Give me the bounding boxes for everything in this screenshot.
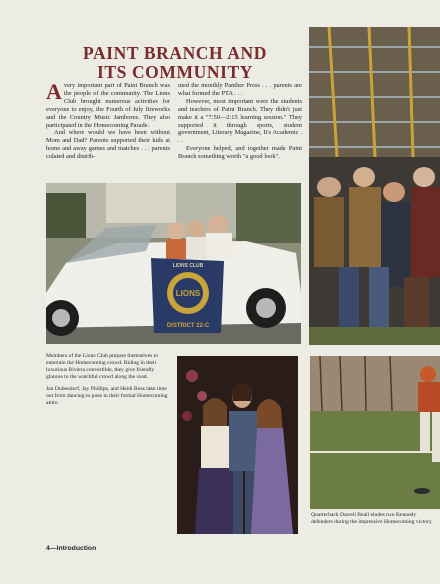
body-paragraph-3: uted the monthly Panther Press . . . parents are what formed the PTA . . . xyxy=(178,82,302,97)
body-column-right xyxy=(178,82,302,161)
banner-district-text: DISTRICT 22-C xyxy=(166,323,210,329)
banner-top-text: LIONS CLUB xyxy=(172,263,204,269)
page-headline xyxy=(46,44,304,82)
caption-dance-couples: Jan Dubendorf, Jay Phillips, and Heidi Boss take time out from dancing to pose in their formal Homecoming attire. xyxy=(46,386,168,406)
headline-line-2: ITS COMMUNITY xyxy=(96,62,254,82)
banner-lions-text: LIONS xyxy=(175,289,201,298)
body-paragraph-5: Everyone helped, and together made Paint Branch something worth "a good look". xyxy=(178,145,302,161)
body-column-left xyxy=(46,79,170,161)
body-paragraph-2: And where would we have been without Mom and Dad? Parents supported their kids at home and away games and matches . . . parents colated and distrib- xyxy=(46,129,170,161)
photo-bleachers-crowd xyxy=(309,27,440,345)
page-folio: 4—Introduction xyxy=(46,545,97,552)
body-paragraph-4: However, most important were the students and teachers of Paint Branch. They didn't just make it a "7:50—2:15 learning session." They supported it through sports, student government, Literary Magazine, It's Academic . . . xyxy=(178,97,302,145)
body-paragraph-1-text: very important part of Paint Branch was the people of the community. The Lions Club brought numerous activities for everyone to enjoy, the Fourth of July fireworks and the Country Music Jamboree. They also participated in the Homecoming Parade. xyxy=(46,82,170,129)
drop-cap: A xyxy=(46,79,62,104)
photo-lions-convertible xyxy=(46,183,301,344)
headline-line-1: PAINT BRANCH AND xyxy=(83,43,267,63)
photo-homecoming-couples xyxy=(177,356,298,534)
caption-quarterback: Quarterback Darrell Beall eludes two Kennedy defenders during the impressive Homecoming victory. xyxy=(311,512,433,525)
body-paragraph-1 xyxy=(46,79,170,129)
caption-lions-club: Members of the Lions Club prepare themselves to entertain the Homecoming crowd. Riding in their luxurious Riviera convertible, they give friendly glances to the watchful crowd along the road. xyxy=(46,353,159,380)
photo-quarterback xyxy=(310,356,440,509)
